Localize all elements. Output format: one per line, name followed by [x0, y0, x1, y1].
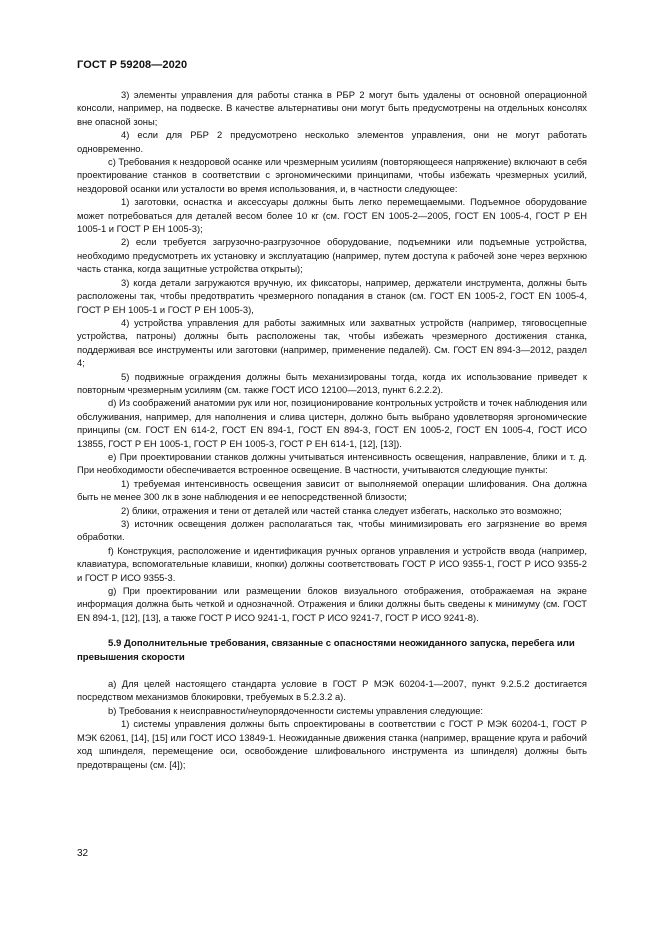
paragraph: f) Конструкция, расположение и идентификация ручных органов управления и устройств ввода (например, клавиатура, вспомогательные клавиши, кнопки) должны соответствовать ГОСТ Р ИСО 9355-1, ГОСТ Р ИСО 9355-2 и ГОСТ Р ИСО 9355-3. [77, 544, 587, 583]
section-spacer [77, 664, 587, 677]
paragraph: d) Из соображений анатомии рук или ног, позиционирование контрольных устройств и точек наблюдения или обслуживания, например, для наполнения и слива цистерн, должно быть выбрано удовлетворяя эргономические принципы (см. ГОСТ EN 614-2, ГОСТ EN 894-1, ГОСТ EN 894-3, ГОСТ EN 1005-2, ГОСТ EN 1005-4, ГОСТ ИСО 13855, ГОСТ Р ЕН 1005-1, ГОСТ Р ЕН 1005-3, ГОСТ Р ЕН 614-1, [12], [13]). [77, 397, 587, 449]
section-spacer [77, 624, 587, 637]
section-heading: 5.9 Дополнительные требования, связанные с опасностями неожиданного запуска, перебега или превышения скорости [77, 638, 575, 663]
page-number: 32 [77, 848, 89, 859]
paragraph: b) Требования к неисправности/неупорядоченности системы управления следующие: [108, 704, 484, 716]
paragraph: 3) элементы управления для работы станка в РБР 2 могут быть удалены от основной операционной консоли, например, на подвеске. В качестве альтернативы они могут быть предусмотрены на отдельных консолях вне опасной зоны; [77, 89, 587, 127]
paragraph: 1) заготовки, оснастка и аксессуары должны быть легко перемещаемыми. Подъемное оборудование может потребоваться для деталей весом более 10 кг (см. ГОСТ EN 1005-2—2005, ГОСТ EN 1005-4, ГОСТ Р ЕН 1005-1 и ГОСТ Р ЕН 1005-3); [77, 196, 587, 235]
paragraph: 4) устройства управления для работы зажимных или захватных устройств (например, тяговосцепные устройства, патроны) должны быть расположены так, чтобы избежать чрезмерного достижения станка, поддерживая все инструменты или заготовки (например, применение педалей). См. ГОСТ EN 894-3—2012, раздел 4; [77, 316, 587, 369]
paragraph: 3) источник освещения должен располагаться так, чтобы минимизировать его загрязнение во время обработки. [77, 518, 587, 543]
paragraph: a) Для целей настоящего стандарта условие в ГОСТ Р МЭК 60204-1—2007, пункт 9.2.5.2 достигается посредством механизмов блокировки, требуемых в 5.2.3.2 а). [77, 678, 587, 703]
paragraph: 5) подвижные ограждения должны быть механизированы тогда, когда их использование приведет к повторным чрезмерным усилиям (см. также ГОСТ ИСО 12100—2013, пункт 6.2.2.2). [77, 370, 587, 395]
paragraph: 4) если для РБР 2 предусмотрено несколько элементов управления, они не могут работать одновременно. [77, 129, 587, 154]
paragraph: g) При проектировании или размещении блоков визуального отображения, отображаемая на экране информация должна быть четкой и однозначной. Отражения и блики должны быть сведены к минимуму (см. ГОСТ EN 894-1, [12], [13], а также ГОСТ Р ИСО 9241-1, ГОСТ Р ИСО 9241-7, ГОСТ Р ИСО 9241-8). [77, 585, 587, 623]
paragraph: 1) требуемая интенсивность освещения зависит от выполняемой операции шлифования. Она должна быть не менее 300 лк в зоне наблюдения и ее непосредственной близости; [77, 477, 587, 503]
paragraph: 2) блики, отражения и тени от деталей или частей станка следует избегать, насколько это возможно; [121, 504, 562, 516]
paragraph: 2) если требуется загрузочно-разгрузочное оборудование, подъемники или подъемные устройства, необходимо предусмотреть их установку и эксплуатацию (например, путем доступа к рабочей зоне через верхнюю часть станка, когда защитные устройства открыты); [77, 236, 587, 275]
paragraph: 3) когда детали загружаются вручную, их фиксаторы, например, держатели инструмента, должны быть расположены так, чтобы предотвратить чрезмерного попадания в станок (см. ГОСТ EN 1005-2, ГОСТ EN 1005-4, ГОСТ Р ЕН 1005-1 и ГОСТ Р ЕН 1005-3), [77, 276, 587, 315]
paragraph: e) При проектировании станков должны учитываться интенсивность освещения, направление, блики и т. д. При необходимости обеспечивается встроенное освещение. В частности, учитываются следующие пункты: [77, 450, 587, 476]
paragraph: c) Требования к нездоровой осанке или чрезмерным усилиям (повторяющееся напряжение) включают в себя проектирование станков в соответствии с эргономическими принципами, чтобы избежать чрезмерных усилий, нездоровой осанки или усталости во время использования, и, в частности следующее: [77, 156, 587, 194]
document-header: ГОСТ Р 59208—2020 [77, 59, 188, 71]
paragraph: 1) системы управления должны быть спроектированы в соответствии с ГОСТ Р МЭК 60204-1, ГОСТ Р МЭК 62061, [14], [15] или ГОСТ ИСО 13849-1. Неожиданные движения станка (например, вращение круга и рабочий ход шпинделя, перемещение оси, освобождение шлифовального инструмента из шпинделя) должны быть предотвращены (см. [4]); [77, 718, 587, 770]
document-body [77, 88, 587, 771]
